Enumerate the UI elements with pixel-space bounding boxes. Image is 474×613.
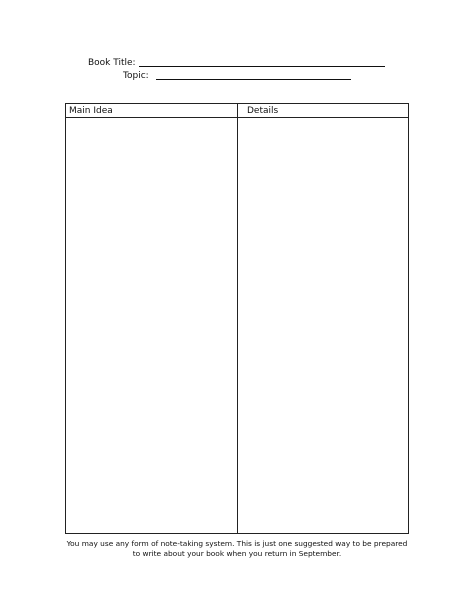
main-idea-column[interactable] xyxy=(66,118,237,533)
column-header-main-idea: Main Idea xyxy=(69,106,113,116)
footer-line-2: to write about your book when you return in September. xyxy=(132,549,342,558)
topic-row xyxy=(123,71,149,82)
footer-line-1: You may use any form of note-taking system. This is just one suggested way to be prepared xyxy=(66,539,408,548)
topic-label: Topic: xyxy=(123,71,149,81)
topic-blank[interactable] xyxy=(156,79,351,80)
notes-table xyxy=(65,103,409,534)
book-title-blank[interactable] xyxy=(139,66,385,67)
book-title-row xyxy=(88,58,136,69)
footer-note xyxy=(40,539,434,559)
details-column[interactable] xyxy=(238,118,408,533)
column-header-details: Details xyxy=(247,106,279,116)
book-title-label: Book Title: xyxy=(88,58,136,68)
